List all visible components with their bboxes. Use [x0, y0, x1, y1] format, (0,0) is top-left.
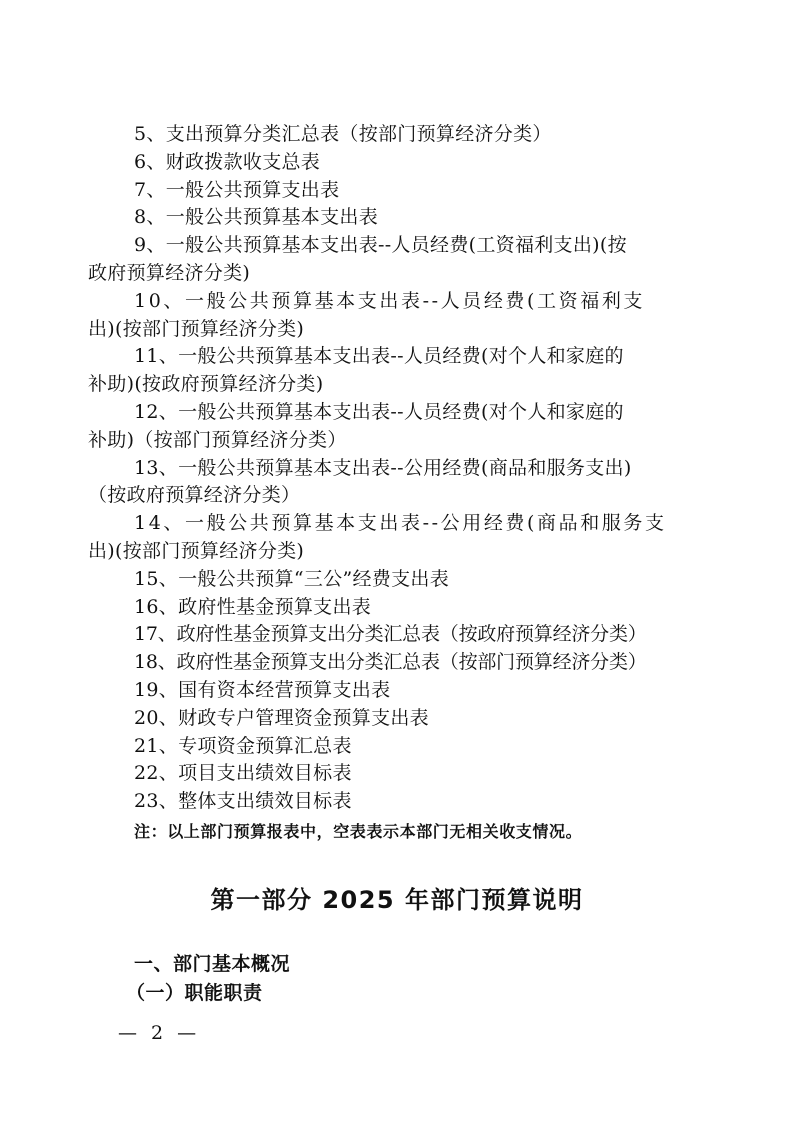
note-text: 注：以上部门预算报表中，空表表示本部门无相关收支情况。 — [134, 822, 583, 841]
toc-item-7: 7、一般公共预算支出表 — [134, 178, 340, 201]
subsection-heading: （一）职能职责 — [126, 982, 263, 1004]
part-title: 第一部分 2025 年部门预算说明 — [210, 886, 584, 914]
toc-item-9: 9、一般公共预算基本支出表--人员经费(工资福利支出)(按 政府预算经济分类) — [88, 234, 627, 284]
toc-item-5: 5、支出预算分类汇总表（按部门预算经济分类） — [134, 123, 552, 145]
toc-item-6: 6、财政拨款收支总表 — [134, 150, 321, 173]
toc-item-17: 17、政府性基金预算支出分类汇总表（按政府预算经济分类） — [134, 623, 647, 646]
toc-item-13: 13、一般公共预算基本支出表--公用经费(商品和服务支出) （按政府预算经济分类） — [88, 456, 632, 507]
toc-item-12: 12、一般公共预算基本支出表--人员经费(对个人和家庭的 补助)（按部门预算经济分类） — [88, 400, 624, 451]
toc-item-10: 10、一般公共预算基本支出表--人员经费(工资福利支 出)(按部门预算经济分类) — [88, 289, 646, 340]
toc-item-22: 22、项目支出绩效目标表 — [134, 762, 352, 785]
toc-item-23: 23、整体支出绩效目标表 — [134, 790, 352, 813]
toc-item-19: 19、国有资本经营预算支出表 — [134, 678, 391, 701]
toc-item-16: 16、政府性基金预算支出表 — [134, 595, 372, 618]
section-heading: 一、部门基本概况 — [134, 953, 291, 975]
toc-item-21: 21、专项资金预算汇总表 — [134, 734, 352, 757]
table-of-contents — [88, 121, 708, 816]
toc-item-11: 11、一般公共预算基本支出表--人员经费(对个人和家庭的 补助)(按政府预算经济分类) — [88, 345, 624, 396]
toc-item-20: 20、财政专户管理资金预算支出表 — [134, 706, 429, 729]
page-number: — 2 — — [118, 1022, 201, 1044]
toc-item-14: 14、一般公共预算基本支出表--公用经费(商品和服务支 出)(按部门预算经济分类) — [88, 512, 667, 562]
toc-item-15: 15、一般公共预算“三公”经费支出表 — [134, 567, 450, 590]
toc-item-8: 8、一般公共预算基本支出表 — [134, 206, 378, 229]
toc-item-18: 18、政府性基金预算支出分类汇总表（按部门预算经济分类） — [134, 651, 647, 674]
